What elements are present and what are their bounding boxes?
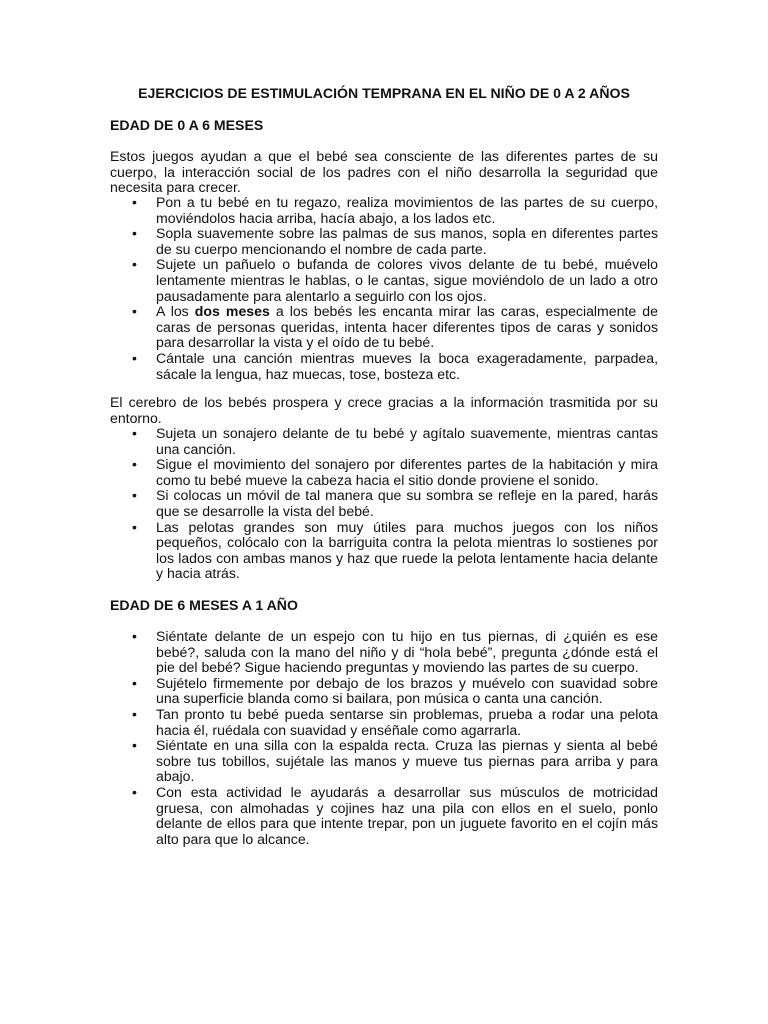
brain-paragraph: El cerebro de los bebés prospera y crece gracias a la información trasmitida por su entorno. xyxy=(110,394,658,426)
list-item: • Tan pronto tu bebé pueda sentarse sin problemas, prueba a rodar una pelota hacia él, ruédala con suavidad y enséñale como agarrarla. xyxy=(110,707,658,738)
list-item: • Siéntate en una silla con la espalda recta. Cruza las piernas y sienta al bebé sobre tus tobillos, sujétale las manos y mueve tus piernas para arriba y para abajo. xyxy=(110,738,658,785)
list-item: • Si colocas un móvil de tal manera que su sombra se refleje en la pared, harás que se desarrolle la vista del bebé. xyxy=(110,488,658,519)
list-item: • Pon a tu bebé en tu regazo, realiza movimientos de las partes de su cuerpo, moviéndolos hacia arriba, hacía abajo, a los lados etc. xyxy=(110,195,658,226)
list-item: • Sujete un pañuelo o bufanda de colores vivos delante de tu bebé, muévelo lentamente mientras le hablas, o le cantas, sigue moviéndolo de un lado a otro pausadamente para alentarlo a seguirlo con los ojos. xyxy=(110,257,658,304)
document-title: EJERCICIOS DE ESTIMULACIÓN TEMPRANA EN EL NIÑO DE 0 A 2 AÑOS xyxy=(138,85,630,101)
intro-paragraph: Estos juegos ayudan a que el bebé sea consciente de las diferentes partes de su cuerpo, la interacción social de los padres con el niño desarrolla la seguridad que necesita para crecer. xyxy=(110,148,658,196)
bullet-list-sonajero xyxy=(110,426,658,582)
bullet-list-6-12-meses xyxy=(110,629,658,847)
list-item: • Con esta actividad le ayudarás a desarrollar sus músculos de motricidad gruesa, con almohadas y cojines haz una pila con ellos en el suelo, ponlo delante de ellos para que intente trepar, pon un juguete favorito en el cojín más alto para que lo alcance. xyxy=(110,785,658,847)
list-item: • Sujeta un sonajero delante de tu bebé y agítalo suavemente, mientras cantas una canción. xyxy=(110,426,658,457)
list-item: • Sujételo firmemente por debajo de los brazos y muévelo con suavidad sobre una superficie blanda como si bailara, pon música o canta una canción. xyxy=(110,676,658,707)
list-item: • Sopla suavemente sobre las palmas de sus manos, sopla en diferentes partes de su cuerpo mencionando el nombre de cada parte. xyxy=(110,226,658,257)
list-item: • Siéntate delante de un espejo con tu hijo en tus piernas, di ¿quién es ese bebé?, saluda con la mano del niño y di “hola bebé”, pregunta ¿dónde está el pie del bebé? Sigue haciendo preguntas y moviendo las partes de su cuerpo. xyxy=(110,629,658,676)
item-text-pre: A los xyxy=(156,303,195,320)
item-text-bold: dos meses xyxy=(194,303,270,320)
list-item: • Sigue el movimiento del sonajero por diferentes partes de la habitación y mira como tu bebé mueve la cabeza hacia el sitio donde proviene el sonido. xyxy=(110,457,658,488)
section-heading-6-meses-1-ano: EDAD DE 6 MESES A 1 AÑO xyxy=(110,597,298,613)
list-item xyxy=(110,304,658,351)
bullet-list-0-6-meses xyxy=(110,195,658,382)
list-item: • Cántale una canción mientras mueves la boca exageradamente, parpadea, sácale la lengua, haz muecas, tose, bosteza etc. xyxy=(110,351,658,382)
item-text-post: a los bebés les encanta mirar las caras, especialmente de caras de personas queridas, intenta hacer diferentes tipos de caras y sonidos para desarrollar la vista y el oído de tu bebé. xyxy=(156,303,658,351)
section-heading-0-6-meses: EDAD DE 0 A 6 MESES xyxy=(110,117,264,133)
list-item: • Las pelotas grandes son muy útiles para muchos juegos con los niños pequeños, colócalo con la barriguita contra la pelota mientras lo sostienes por los lados con ambas manos y haz que ruede la pelota lentamente hacia delante y hacia atrás. xyxy=(110,520,658,582)
